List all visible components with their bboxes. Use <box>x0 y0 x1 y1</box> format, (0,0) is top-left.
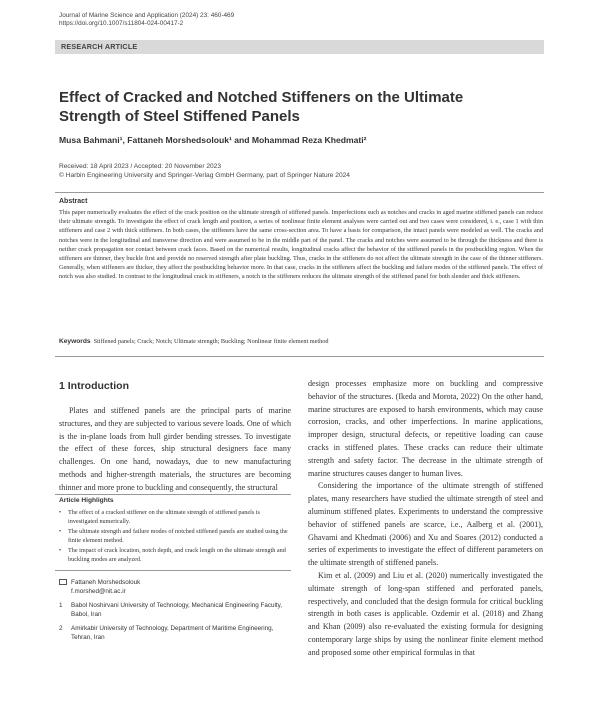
bullet-icon: • <box>59 528 62 535</box>
article-highlights <box>59 497 289 565</box>
divider <box>55 356 544 357</box>
keywords-text: Stiffened panels; Crack; Notch; Ultimate strength; Buckling; Nonlinear finite element method <box>93 338 329 345</box>
author-email[interactable]: f.morshed@nit.ac.ir <box>71 588 126 595</box>
abstract-heading: Abstract <box>59 198 88 205</box>
article-type-band <box>55 40 544 54</box>
section-heading-introduction: 1 Introduction <box>59 380 129 392</box>
corresponding-author <box>59 578 289 596</box>
highlights-heading: Article Highlights <box>59 497 114 504</box>
right-column <box>308 378 543 660</box>
publication-dates <box>59 162 350 180</box>
keywords <box>59 338 543 345</box>
highlight-item: • The effect of a cracked stiffener on the ultimate strength of stiffened panels is investigated numerically. <box>59 509 260 525</box>
bullet-icon: • <box>59 509 62 516</box>
journal-citation: Journal of Marine Science and Application (2024) 23: 460-469 <box>59 12 235 19</box>
affiliation-text: Babol Noshirvani University of Technology, Mechanical Engineering Faculty, Babol, Iran <box>71 602 283 618</box>
article-type: RESEARCH ARTICLE <box>61 42 138 51</box>
divider <box>55 570 291 571</box>
highlight-item: • The impact of crack location, notch depth, and crack length on the ultimate strength and buckling modes are analyzed. <box>59 547 286 563</box>
intro-paragraph: design processes emphasize more on buckling and compressive behavior of the structures. (Ikeda and Morota, 2022) On the other hand, marine structures are exposed to harsh environments, which may cause corrosion, cracks, and other imperfections. In marine applications, improper design, structural defects, or repetitive loading can cause cracks in stiffened plates. These cracks can reduce their ultimate strength and safety factor. The decrease in the ultimate strength of marine structures causes danger to human lives. <box>308 379 543 478</box>
keywords-label: Keywords <box>59 338 91 345</box>
intro-paragraph: Considering the importance of the ultimate strength of stiffened plates, many researchers have studied the ultimate strength of steel and aluminum stiffened plates. Experiments to understand the compressive behavior of stiffened panels are scarce, i.e., Aalberg et al. (2001), Ghavami and Khedmati (2006) and Xu and Soares (2012) conducted a series of experiments to investigate the effect of different parameters on the ultimate strength of stiffened panels. <box>308 481 543 568</box>
bullet-icon: • <box>59 547 62 554</box>
highlight-item: • The ultimate strength and failure modes of notched stiffened panels are studied using the finite element method. <box>59 528 288 544</box>
received-accepted: Received: 18 April 2023 / Accepted: 20 November 2023 <box>59 163 222 170</box>
affiliation-number: 2 <box>59 625 63 632</box>
paper-title: Effect of Cracked and Notched Stiffeners on the Ultimate Strength of Steel Stiffened Panels <box>59 89 464 125</box>
intro-paragraph: Plates and stiffened panels are the principal parts of marine structures, and they are subjected to various severe loads. One of which is the in-plane loads from hull girder bending stresses. To investigate the effect of these forces, ship structural designers face many challenges. On one hand, nowadays, due to new manufacturing methods and higher-strength materials, the structures are becoming thinner and more prone to buckling and consequently, the structural <box>59 406 291 492</box>
affiliation-number: 1 <box>59 602 63 609</box>
affiliation-item <box>59 601 289 619</box>
authors: Musa Bahmani¹, Fattaneh Morshedsolouk¹ and Mohammad Reza Khedmati² <box>59 135 367 145</box>
author-name: Fattaneh Morshedsolouk <box>71 579 141 586</box>
divider <box>55 494 291 495</box>
left-column <box>59 405 291 495</box>
abstract-text: This paper numerically evaluates the effect of the crack position on the ultimate strength of stiffened panels. Imperfections such as notches and cracks in aged marine stiffened panels can reduce their ultimate strength. To investigate the effect of crack length and position, a series of nonlinear finite element analyses were carried out and two cases were considered, i. e., case 1 with thin stiffeners and case 2 with thick stiffeners. In both cases, the stiffeners have the same cross-section area. To have a basis for comparison, the intact panels were modeled as well. The cracks and notches were in the longitudinal and transverse direction and were assumed to be in the middle part of the panel. The cracks and notches were assumed to be through the thickness and there is neither crack propagation nor contact between crack faces. Based on the numerical results, longitudinal cracks affect the behavior of the stiffened panels in the postbuckling region. When the stiffeners are thinner, they buckle first and provide no reserved strength after plate buckling. Thus, cracks in the stiffeners do not affect the ultimate strength in the case of the thinner stiffeners. Generally, when stiffeners are thicker, they affect the postbuckling behavior more. In that case, cracks in the stiffeners affect the buckling and failure modes of the stiffened panels. The effect of notch was also studied. In contrast to the longitudinal crack in stiffeners, a notch in the stiffeners reduces the ultimate strength of the stiffened panel for both slender and thick stiffeners. <box>59 209 543 281</box>
affiliation-text: Amirkabir University of Technology, Department of Maritime Engineering, Tehran, Iran <box>71 625 274 641</box>
doi-link[interactable]: https://doi.org/10.1007/s11804-024-00417-2 <box>59 20 184 27</box>
intro-paragraph: Kim et al. (2009) and Liu et al. (2020) numerically investigated the ultimate strength of long-span stiffened and perforated panels, respectively, and concluded that the design formula for critical buckling strength in both cases is applicable. Ozdemir et al. (2018) and Zhang and Khan (2009) also re-evaluated the existing formula for designing contemporary large ships by using the nonlinear finite element method and proposed some other empirical formulas in that <box>308 570 543 657</box>
affiliation-item <box>59 624 289 642</box>
correspondence <box>59 578 289 647</box>
divider <box>55 192 544 193</box>
copyright-line: © Harbin Engineering University and Springer-Verlag GmbH Germany, part of Springer Nature 2024 <box>59 172 350 179</box>
envelope-icon <box>59 579 67 585</box>
